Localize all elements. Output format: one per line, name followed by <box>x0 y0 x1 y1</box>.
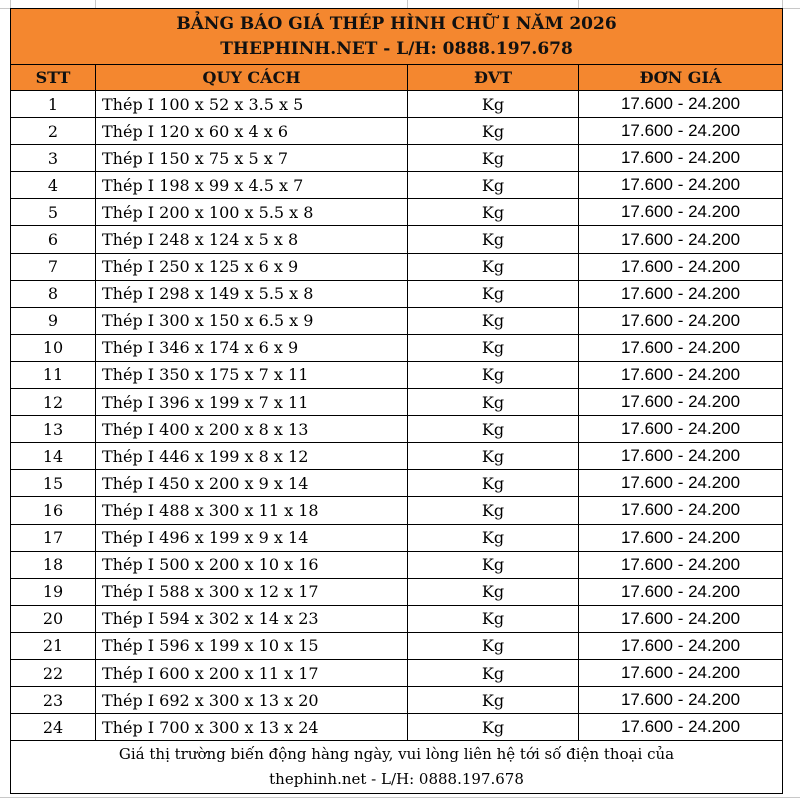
row-spec-cell[interactable]: Thép I 120 x 60 x 4 x 6 <box>96 118 408 145</box>
table-row <box>11 578 783 605</box>
row-spec-cell[interactable]: Thép I 488 x 300 x 11 x 18 <box>96 497 408 524</box>
row-unit-cell[interactable]: Kg <box>408 118 579 145</box>
row-spec-cell[interactable]: Thép I 200 x 100 x 5.5 x 8 <box>96 199 408 226</box>
row-unit-cell[interactable]: Kg <box>408 497 579 524</box>
row-unit-cell[interactable]: Kg <box>408 714 579 741</box>
row-price-cell[interactable]: 17.600 - 24.200 <box>579 605 783 632</box>
row-spec-cell[interactable]: Thép I 496 x 199 x 9 x 14 <box>96 524 408 551</box>
row-spec-cell[interactable]: Thép I 396 x 199 x 7 x 11 <box>96 389 408 416</box>
table-row <box>11 226 783 253</box>
row-price-cell[interactable]: 17.600 - 24.200 <box>579 145 783 172</box>
row-price-cell[interactable]: 17.600 - 24.200 <box>579 714 783 741</box>
row-price-cell[interactable]: 17.600 - 24.200 <box>579 659 783 686</box>
row-spec-cell[interactable]: Thép I 700 x 300 x 13 x 24 <box>96 714 408 741</box>
row-stt-cell[interactable]: 1 <box>11 91 96 118</box>
table-row <box>11 199 783 226</box>
row-price-cell[interactable]: 17.600 - 24.200 <box>579 632 783 659</box>
table-row <box>11 524 783 551</box>
row-price-cell[interactable]: 17.600 - 24.200 <box>579 280 783 307</box>
row-stt-cell[interactable]: 14 <box>11 443 96 470</box>
row-price-cell[interactable]: 17.600 - 24.200 <box>579 524 783 551</box>
row-unit-cell[interactable]: Kg <box>408 416 579 443</box>
row-spec-cell[interactable]: Thép I 350 x 175 x 7 x 11 <box>96 361 408 388</box>
row-spec-cell[interactable]: Thép I 100 x 52 x 3.5 x 5 <box>96 91 408 118</box>
table-row <box>11 361 783 388</box>
row-price-cell[interactable]: 17.600 - 24.200 <box>579 253 783 280</box>
row-price-cell[interactable]: 17.600 - 24.200 <box>579 389 783 416</box>
table-row <box>11 605 783 632</box>
row-stt-cell[interactable]: 19 <box>11 578 96 605</box>
row-price-cell[interactable]: 17.600 - 24.200 <box>579 687 783 714</box>
footer-cell[interactable] <box>11 741 783 794</box>
header-stt[interactable]: STT <box>11 65 96 91</box>
gridline <box>10 0 11 8</box>
row-spec-cell[interactable]: Thép I 248 x 124 x 5 x 8 <box>96 226 408 253</box>
table-row <box>11 307 783 334</box>
row-unit-cell[interactable]: Kg <box>408 389 579 416</box>
table-row <box>11 118 783 145</box>
table-row <box>11 551 783 578</box>
table-row <box>11 470 783 497</box>
row-stt-cell[interactable]: 22 <box>11 659 96 686</box>
row-stt-cell[interactable]: 13 <box>11 416 96 443</box>
table-row <box>11 389 783 416</box>
row-price-cell[interactable]: 17.600 - 24.200 <box>579 578 783 605</box>
footer-row <box>11 741 783 794</box>
footer-note: Giá thị trường biến động hàng ngày, vui lòng liên hệ tới số điện thoại của <box>118 745 675 764</box>
table-row <box>11 172 783 199</box>
row-stt-cell[interactable]: 6 <box>11 226 96 253</box>
row-stt-cell[interactable]: 16 <box>11 497 96 524</box>
gridline <box>782 0 783 8</box>
row-unit-cell[interactable]: Kg <box>408 605 579 632</box>
row-stt-cell[interactable]: 7 <box>11 253 96 280</box>
row-price-cell[interactable]: 17.600 - 24.200 <box>579 470 783 497</box>
row-price-cell[interactable]: 17.600 - 24.200 <box>579 172 783 199</box>
header-spec[interactable]: QUY CÁCH <box>96 65 408 91</box>
row-stt-cell[interactable]: 5 <box>11 199 96 226</box>
row-spec-cell[interactable]: Thép I 300 x 150 x 6.5 x 9 <box>96 307 408 334</box>
row-unit-cell[interactable]: Kg <box>408 226 579 253</box>
sheet-bottom-edge <box>0 797 800 801</box>
row-unit-cell[interactable]: Kg <box>408 172 579 199</box>
row-price-cell[interactable]: 17.600 - 24.200 <box>579 118 783 145</box>
row-stt-cell[interactable]: 21 <box>11 632 96 659</box>
row-unit-cell[interactable]: Kg <box>408 280 579 307</box>
table-row <box>11 497 783 524</box>
row-unit-cell[interactable]: Kg <box>408 443 579 470</box>
header-price[interactable]: ĐƠN GIÁ <box>579 65 783 91</box>
price-table <box>10 8 783 794</box>
row-price-cell[interactable]: 17.600 - 24.200 <box>579 443 783 470</box>
row-price-cell[interactable]: 17.600 - 24.200 <box>579 226 783 253</box>
table-row <box>11 145 783 172</box>
row-price-cell[interactable]: 17.600 - 24.200 <box>579 416 783 443</box>
table-title: BẢNG BÁO GIÁ THÉP HÌNH CHỮ I NĂM 2026 <box>176 13 617 34</box>
row-stt-cell[interactable]: 4 <box>11 172 96 199</box>
row-unit-cell[interactable]: Kg <box>408 632 579 659</box>
table-subtitle: THEPHINH.NET - L/H: 0888.197.678 <box>220 38 573 59</box>
row-stt-cell[interactable]: 9 <box>11 307 96 334</box>
table-row <box>11 659 783 686</box>
row-stt-cell[interactable]: 18 <box>11 551 96 578</box>
table-row <box>11 632 783 659</box>
row-stt-cell[interactable]: 2 <box>11 118 96 145</box>
row-unit-cell[interactable]: Kg <box>408 253 579 280</box>
row-unit-cell[interactable]: Kg <box>408 145 579 172</box>
header-row <box>11 65 783 91</box>
row-unit-cell[interactable]: Kg <box>408 659 579 686</box>
title-cell[interactable] <box>11 9 783 65</box>
table-row <box>11 416 783 443</box>
table-row <box>11 253 783 280</box>
row-price-cell[interactable]: 17.600 - 24.200 <box>579 497 783 524</box>
row-stt-cell[interactable]: 17 <box>11 524 96 551</box>
row-stt-cell[interactable]: 12 <box>11 389 96 416</box>
row-unit-cell[interactable]: Kg <box>408 470 579 497</box>
row-spec-cell[interactable]: Thép I 446 x 199 x 8 x 12 <box>96 443 408 470</box>
row-spec-cell[interactable]: Thép I 298 x 149 x 5.5 x 8 <box>96 280 408 307</box>
row-unit-cell[interactable]: Kg <box>408 687 579 714</box>
row-spec-cell[interactable]: Thép I 596 x 199 x 10 x 15 <box>96 632 408 659</box>
row-price-cell[interactable]: 17.600 - 24.200 <box>579 199 783 226</box>
row-spec-cell[interactable]: Thép I 400 x 200 x 8 x 13 <box>96 416 408 443</box>
row-price-cell[interactable]: 17.600 - 24.200 <box>579 334 783 361</box>
row-stt-cell[interactable]: 8 <box>11 280 96 307</box>
row-unit-cell[interactable]: Kg <box>408 578 579 605</box>
table-row <box>11 334 783 361</box>
table-row <box>11 443 783 470</box>
gridline <box>95 0 96 8</box>
gridline <box>578 0 579 8</box>
row-spec-cell[interactable]: Thép I 600 x 200 x 11 x 17 <box>96 659 408 686</box>
title-row <box>11 9 783 65</box>
table-row <box>11 687 783 714</box>
row-stt-cell[interactable]: 15 <box>11 470 96 497</box>
row-stt-cell[interactable]: 20 <box>11 605 96 632</box>
row-unit-cell[interactable]: Kg <box>408 91 579 118</box>
row-spec-cell[interactable]: Thép I 500 x 200 x 10 x 16 <box>96 551 408 578</box>
row-price-cell[interactable]: 17.600 - 24.200 <box>579 307 783 334</box>
row-price-cell[interactable]: 17.600 - 24.200 <box>579 361 783 388</box>
row-stt-cell[interactable]: 11 <box>11 361 96 388</box>
footer-contact: thephinh.net - L/H: 0888.197.678 <box>269 770 524 789</box>
row-spec-cell[interactable]: Thép I 346 x 174 x 6 x 9 <box>96 334 408 361</box>
row-spec-cell[interactable]: Thép I 594 x 302 x 14 x 23 <box>96 605 408 632</box>
row-spec-cell[interactable]: Thép I 250 x 125 x 6 x 9 <box>96 253 408 280</box>
row-stt-cell[interactable]: 23 <box>11 687 96 714</box>
row-unit-cell[interactable]: Kg <box>408 307 579 334</box>
row-spec-cell[interactable]: Thép I 150 x 75 x 5 x 7 <box>96 145 408 172</box>
price-table-body <box>11 9 783 794</box>
row-spec-cell[interactable]: Thép I 198 x 99 x 4.5 x 7 <box>96 172 408 199</box>
row-stt-cell[interactable]: 10 <box>11 334 96 361</box>
row-spec-cell[interactable]: Thép I 588 x 300 x 12 x 17 <box>96 578 408 605</box>
row-price-cell[interactable]: 17.600 - 24.200 <box>579 91 783 118</box>
row-spec-cell[interactable]: Thép I 450 x 200 x 9 x 14 <box>96 470 408 497</box>
row-stt-cell[interactable]: 24 <box>11 714 96 741</box>
table-row <box>11 714 783 741</box>
row-unit-cell[interactable]: Kg <box>408 361 579 388</box>
row-stt-cell[interactable]: 3 <box>11 145 96 172</box>
row-unit-cell[interactable]: Kg <box>408 334 579 361</box>
table-row <box>11 91 783 118</box>
table-row <box>11 280 783 307</box>
row-unit-cell[interactable]: Kg <box>408 524 579 551</box>
gridline <box>407 0 408 8</box>
row-price-cell[interactable]: 17.600 - 24.200 <box>579 551 783 578</box>
row-unit-cell[interactable]: Kg <box>408 551 579 578</box>
header-unit[interactable]: ĐVT <box>408 65 579 91</box>
row-unit-cell[interactable]: Kg <box>408 199 579 226</box>
row-spec-cell[interactable]: Thép I 692 x 300 x 13 x 20 <box>96 687 408 714</box>
